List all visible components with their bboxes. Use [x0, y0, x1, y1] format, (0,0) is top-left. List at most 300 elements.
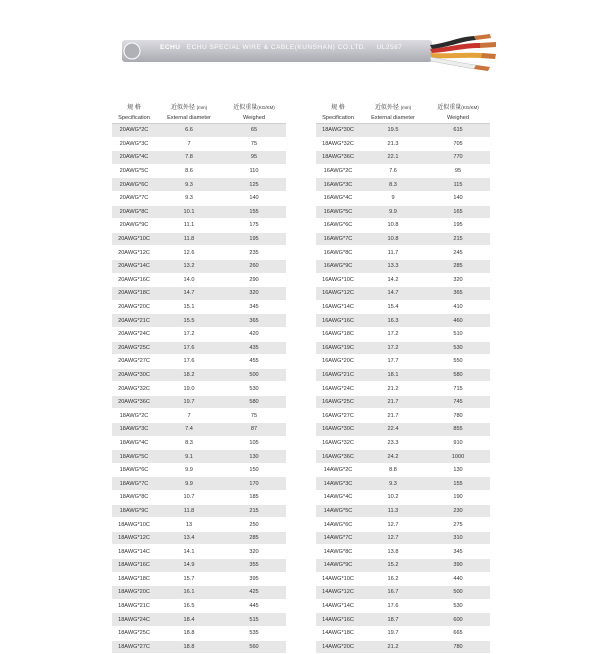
table-row — [316, 232, 490, 246]
diameter-cell: 7.6 — [360, 164, 426, 178]
weight-cell: 155 — [222, 205, 286, 219]
table-row — [316, 246, 490, 260]
spec-cell: 16AWG*32C — [316, 436, 360, 450]
table-row — [316, 599, 490, 613]
diameter-cell: 15.5 — [156, 314, 222, 328]
table-row — [112, 626, 286, 640]
spec-cell: 16AWG*6C — [316, 219, 360, 233]
spec-cell: 20AWG*10C — [112, 232, 156, 246]
table-row — [316, 586, 490, 600]
diameter-cell: 9.9 — [156, 463, 222, 477]
weight-cell: 365 — [426, 287, 490, 301]
diameter-cell: 17.2 — [360, 327, 426, 341]
diameter-cell: 17.6 — [156, 355, 222, 369]
diameter-cell: 7 — [156, 137, 222, 151]
spec-cell: 18AWG*2C — [112, 409, 156, 423]
spec-cell: 20AWG*8C — [112, 205, 156, 219]
weight-cell: 535 — [222, 626, 286, 640]
weight-cell: 195 — [222, 232, 286, 246]
table-row — [112, 423, 286, 437]
diameter-cell: 21.7 — [360, 409, 426, 423]
spec-cell: 18AWG*7C — [112, 477, 156, 491]
weight-cell: 420 — [222, 327, 286, 341]
spec-cell: 20AWG*7C — [112, 191, 156, 205]
header-spec-cn: 规 格 — [127, 105, 141, 111]
table-row — [316, 368, 490, 382]
diameter-cell: 16.1 — [156, 586, 222, 600]
diameter-cell: 18.7 — [360, 613, 426, 627]
spec-cell: 18AWG*30C — [316, 124, 360, 138]
echu-logo-icon — [124, 43, 140, 59]
diameter-cell: 7.8 — [156, 151, 222, 165]
table-row — [316, 164, 490, 178]
weight-cell: 600 — [426, 613, 490, 627]
diameter-cell: 19.5 — [360, 124, 426, 138]
weight-cell: 310 — [426, 531, 490, 545]
spec-table-left-body — [112, 124, 286, 654]
diameter-cell: 19.0 — [156, 382, 222, 396]
spec-cell: 14AWG*16C — [316, 613, 360, 627]
spec-cell: 16AWG*12C — [316, 287, 360, 301]
weight-cell: 320 — [426, 273, 490, 287]
table-row — [316, 613, 490, 627]
table-row — [316, 436, 490, 450]
diameter-cell: 18.2 — [156, 368, 222, 382]
weight-cell: 165 — [426, 205, 490, 219]
spec-cell: 18AWG*18C — [112, 572, 156, 586]
table-row — [316, 341, 490, 355]
spec-cell: 20AWG*25C — [112, 341, 156, 355]
weight-cell: 250 — [222, 518, 286, 532]
spec-cell: 20AWG*24C — [112, 327, 156, 341]
diameter-cell: 8.6 — [156, 164, 222, 178]
diameter-cell: 12.7 — [360, 531, 426, 545]
weight-cell: 75 — [222, 409, 286, 423]
diameter-cell: 16.3 — [360, 314, 426, 328]
header-diameter-cn: 近似外径 (mm) — [170, 105, 208, 111]
table-row — [112, 232, 286, 246]
table-row — [316, 137, 490, 151]
table-row — [316, 477, 490, 491]
table-row — [316, 504, 490, 518]
spec-cell: 18AWG*20C — [112, 586, 156, 600]
spec-cell: 16AWG*8C — [316, 246, 360, 260]
table-row — [316, 382, 490, 396]
spec-cell: 16AWG*21C — [316, 368, 360, 382]
weight-cell: 560 — [222, 640, 286, 654]
weight-cell: 855 — [426, 423, 490, 437]
table-row — [112, 219, 286, 233]
diameter-cell: 22.4 — [360, 423, 426, 437]
diameter-cell: 11.8 — [156, 504, 222, 518]
diameter-cell: 11.3 — [360, 504, 426, 518]
spec-cell: 20AWG*6C — [112, 178, 156, 192]
spec-cell: 16AWG*16C — [316, 314, 360, 328]
diameter-cell: 10.8 — [360, 219, 426, 233]
weight-cell: 665 — [426, 626, 490, 640]
table-row — [316, 151, 490, 165]
table-row — [316, 463, 490, 477]
weight-cell: 115 — [426, 178, 490, 192]
cable-print-brand: ECHU — [160, 44, 181, 51]
table-row — [112, 491, 286, 505]
weight-cell: 770 — [426, 151, 490, 165]
diameter-cell: 19.7 — [156, 395, 222, 409]
weight-cell: 580 — [222, 395, 286, 409]
orange-core — [430, 53, 482, 59]
diameter-cell: 10.1 — [156, 205, 222, 219]
header-diameter-en: External diameter — [360, 112, 426, 124]
diameter-cell: 11.1 — [156, 219, 222, 233]
table-row — [112, 395, 286, 409]
table-row — [112, 164, 286, 178]
weight-cell: 125 — [222, 178, 286, 192]
spec-cell: 20AWG*36C — [112, 395, 156, 409]
table-row — [112, 572, 286, 586]
table-row — [112, 477, 286, 491]
spec-cell: 16AWG*7C — [316, 232, 360, 246]
table-row — [112, 151, 286, 165]
table-row — [112, 518, 286, 532]
weight-cell: 355 — [222, 559, 286, 573]
spec-cell: 16AWG*36C — [316, 450, 360, 464]
diameter-cell: 9.9 — [156, 477, 222, 491]
spec-cell: 20AWG*18C — [112, 287, 156, 301]
spec-cell: 14AWG*6C — [316, 518, 360, 532]
table-row — [112, 450, 286, 464]
weight-cell: 130 — [426, 463, 490, 477]
spec-cell: 14AWG*5C — [316, 504, 360, 518]
table-row — [112, 205, 286, 219]
table-row — [112, 191, 286, 205]
diameter-cell: 18.1 — [360, 368, 426, 382]
weight-cell: 530 — [222, 382, 286, 396]
weight-cell: 550 — [426, 355, 490, 369]
table-row — [316, 572, 490, 586]
diameter-cell: 14.2 — [360, 273, 426, 287]
weight-cell: 185 — [222, 491, 286, 505]
spec-cell: 20AWG*12C — [112, 246, 156, 260]
diameter-cell: 10.7 — [156, 491, 222, 505]
spec-cell: 16AWG*4C — [316, 191, 360, 205]
diameter-cell: 13 — [156, 518, 222, 532]
spec-cell: 20AWG*14C — [112, 259, 156, 273]
spec-cell: 20AWG*30C — [112, 368, 156, 382]
weight-cell: 275 — [426, 518, 490, 532]
table-row — [112, 259, 286, 273]
diameter-cell: 12.6 — [156, 246, 222, 260]
diameter-cell: 15.2 — [360, 559, 426, 573]
spec-cell: 18AWG*9C — [112, 504, 156, 518]
table-row — [112, 640, 286, 654]
spec-cell: 14AWG*9C — [316, 559, 360, 573]
spec-cell: 20AWG*3C — [112, 137, 156, 151]
diameter-cell: 9.3 — [360, 477, 426, 491]
spec-cell: 16AWG*30C — [316, 423, 360, 437]
diameter-cell: 18.8 — [156, 626, 222, 640]
diameter-cell: 17.6 — [360, 599, 426, 613]
spec-cell: 16AWG*5C — [316, 205, 360, 219]
spec-cell: 18AWG*36C — [316, 151, 360, 165]
table-row — [112, 178, 286, 192]
diameter-cell: 21.3 — [360, 137, 426, 151]
weight-cell: 530 — [426, 341, 490, 355]
weight-cell: 95 — [426, 164, 490, 178]
weight-cell: 245 — [426, 246, 490, 260]
weight-cell: 95 — [222, 151, 286, 165]
spec-cell: 14AWG*8C — [316, 545, 360, 559]
table-row — [316, 626, 490, 640]
spec-cell: 18AWG*5C — [112, 450, 156, 464]
spec-cell: 20AWG*27C — [112, 355, 156, 369]
spec-table-left — [112, 101, 286, 654]
spec-cell: 20AWG*32C — [112, 382, 156, 396]
table-row — [316, 273, 490, 287]
spec-cell: 20AWG*4C — [112, 151, 156, 165]
diameter-cell: 16.2 — [360, 572, 426, 586]
header-diameter-en: External diameter — [156, 112, 222, 124]
table-row — [316, 178, 490, 192]
weight-cell: 510 — [426, 327, 490, 341]
weight-cell: 705 — [426, 137, 490, 151]
weight-cell: 285 — [426, 259, 490, 273]
weight-cell: 500 — [426, 586, 490, 600]
weight-cell: 780 — [426, 640, 490, 654]
weight-cell: 445 — [222, 599, 286, 613]
weight-cell: 170 — [222, 477, 286, 491]
spec-cell: 16AWG*24C — [316, 382, 360, 396]
table-row — [112, 124, 286, 138]
diameter-cell: 17.2 — [156, 327, 222, 341]
weight-cell: 230 — [426, 504, 490, 518]
weight-cell: 745 — [426, 395, 490, 409]
table-row — [316, 423, 490, 437]
weight-cell: 290 — [222, 273, 286, 287]
weight-cell: 320 — [222, 287, 286, 301]
table-row — [316, 640, 490, 654]
diameter-cell: 18.4 — [156, 613, 222, 627]
diameter-cell: 8.3 — [360, 178, 426, 192]
spec-cell: 16AWG*14C — [316, 300, 360, 314]
weight-cell: 1000 — [426, 450, 490, 464]
header-weight-cn: 近似重量(KG/KM) — [233, 105, 275, 111]
diameter-cell: 14.7 — [156, 287, 222, 301]
diameter-cell: 9.9 — [360, 205, 426, 219]
table-row — [316, 395, 490, 409]
header-spec-en: Specification — [316, 112, 360, 124]
weight-cell: 390 — [426, 559, 490, 573]
header-spec-en: Specification — [112, 112, 156, 124]
weight-cell: 425 — [222, 586, 286, 600]
table-row — [112, 368, 286, 382]
table-row — [316, 545, 490, 559]
diameter-cell: 17.7 — [360, 355, 426, 369]
diameter-cell: 9.3 — [156, 191, 222, 205]
cable-illustration — [118, 33, 498, 71]
weight-cell: 285 — [222, 531, 286, 545]
spec-cell: 16AWG*10C — [316, 273, 360, 287]
table-row — [316, 409, 490, 423]
spec-cell: 16AWG*19C — [316, 341, 360, 355]
diameter-cell: 15.7 — [156, 572, 222, 586]
table-row — [316, 450, 490, 464]
weight-cell: 460 — [426, 314, 490, 328]
weight-cell: 440 — [426, 572, 490, 586]
table-row — [316, 287, 490, 301]
weight-cell: 130 — [222, 450, 286, 464]
table-row — [316, 355, 490, 369]
table-row — [316, 518, 490, 532]
spec-cell: 16AWG*20C — [316, 355, 360, 369]
header-diameter-cn: 近似外径 (mm) — [374, 105, 412, 111]
table-row — [112, 355, 286, 369]
spec-cell: 14AWG*7C — [316, 531, 360, 545]
diameter-cell: 6.6 — [156, 124, 222, 138]
table-row — [112, 545, 286, 559]
spec-cell: 18AWG*8C — [112, 491, 156, 505]
weight-cell: 75 — [222, 137, 286, 151]
table-row — [112, 504, 286, 518]
spec-cell: 20AWG*2C — [112, 124, 156, 138]
diameter-cell: 14.9 — [156, 559, 222, 573]
table-row — [316, 559, 490, 573]
spec-cell: 16AWG*25C — [316, 395, 360, 409]
spec-cell: 16AWG*27C — [316, 409, 360, 423]
spec-cell: 14AWG*2C — [316, 463, 360, 477]
diameter-cell: 13.4 — [156, 531, 222, 545]
cable-print-company: ECHU SPECIAL WIRE & CABLE(KUNSHAN) CO.LTD. — [186, 44, 367, 51]
header-spec-cn: 规 格 — [331, 105, 345, 111]
table-row — [112, 586, 286, 600]
diameter-cell: 15.4 — [360, 300, 426, 314]
table-row — [112, 273, 286, 287]
table-row — [112, 559, 286, 573]
diameter-cell: 14.1 — [156, 545, 222, 559]
spec-cell: 14AWG*4C — [316, 491, 360, 505]
diameter-cell: 7.4 — [156, 423, 222, 437]
diameter-cell: 9.1 — [156, 450, 222, 464]
weight-cell: 110 — [222, 164, 286, 178]
spec-cell: 18AWG*24C — [112, 613, 156, 627]
diameter-cell: 14.7 — [360, 287, 426, 301]
weight-cell: 260 — [222, 259, 286, 273]
weight-cell: 780 — [426, 409, 490, 423]
diameter-cell: 18.8 — [156, 640, 222, 654]
diameter-cell: 11.8 — [156, 232, 222, 246]
weight-cell: 530 — [426, 599, 490, 613]
spec-cell: 20AWG*5C — [112, 164, 156, 178]
white-core — [430, 57, 476, 69]
spec-table-right-body — [316, 124, 490, 654]
diameter-cell: 21.2 — [360, 640, 426, 654]
cable-print-standard: UL2587 — [376, 44, 403, 51]
table-row — [112, 599, 286, 613]
weight-cell: 155 — [426, 477, 490, 491]
table-row — [112, 409, 286, 423]
table-row — [112, 436, 286, 450]
weight-cell: 320 — [222, 545, 286, 559]
weight-cell: 235 — [222, 246, 286, 260]
weight-cell: 87 — [222, 423, 286, 437]
header-weight-en: Weighed — [222, 112, 286, 124]
spec-cell: 18AWG*16C — [112, 559, 156, 573]
table-row — [112, 246, 286, 260]
table-row — [112, 314, 286, 328]
table-row — [112, 327, 286, 341]
diameter-cell: 8.8 — [360, 463, 426, 477]
weight-cell: 345 — [222, 300, 286, 314]
diameter-cell: 19.7 — [360, 626, 426, 640]
diameter-cell: 17.2 — [360, 341, 426, 355]
diameter-cell: 11.7 — [360, 246, 426, 260]
spec-cell: 14AWG*3C — [316, 477, 360, 491]
diameter-cell: 12.7 — [360, 518, 426, 532]
table-row — [316, 259, 490, 273]
spec-cell: 18AWG*21C — [112, 599, 156, 613]
spec-cell: 20AWG*16C — [112, 273, 156, 287]
diameter-cell: 8.3 — [156, 436, 222, 450]
spec-cell: 18AWG*4C — [112, 436, 156, 450]
table-row — [112, 300, 286, 314]
table-row — [112, 382, 286, 396]
weight-cell: 715 — [426, 382, 490, 396]
header-weight-cn: 近似重量(KG/KM) — [437, 105, 479, 111]
diameter-cell: 10.8 — [360, 232, 426, 246]
table-row — [316, 314, 490, 328]
spec-cell: 14AWG*18C — [316, 626, 360, 640]
table-row — [316, 124, 490, 138]
diameter-cell: 15.1 — [156, 300, 222, 314]
table-row — [112, 613, 286, 627]
diameter-cell: 17.6 — [156, 341, 222, 355]
diameter-cell: 16.5 — [156, 599, 222, 613]
weight-cell: 150 — [222, 463, 286, 477]
diameter-cell: 9 — [360, 191, 426, 205]
weight-cell: 215 — [222, 504, 286, 518]
table-row — [112, 137, 286, 151]
spec-cell: 16AWG*3C — [316, 178, 360, 192]
spec-cell: 18AWG*14C — [112, 545, 156, 559]
diameter-cell: 13.8 — [360, 545, 426, 559]
spec-cell: 20AWG*9C — [112, 219, 156, 233]
diameter-cell: 21.2 — [360, 382, 426, 396]
spec-cell: 20AWG*20C — [112, 300, 156, 314]
spec-cell: 20AWG*21C — [112, 314, 156, 328]
table-row — [316, 300, 490, 314]
weight-cell: 580 — [426, 368, 490, 382]
diameter-cell: 10.2 — [360, 491, 426, 505]
weight-cell: 65 — [222, 124, 286, 138]
weight-cell: 140 — [222, 191, 286, 205]
diameter-cell: 13.2 — [156, 259, 222, 273]
spec-cell: 14AWG*12C — [316, 586, 360, 600]
weight-cell: 910 — [426, 436, 490, 450]
spec-cell: 16AWG*2C — [316, 164, 360, 178]
spec-cell: 14AWG*14C — [316, 599, 360, 613]
weight-cell: 410 — [426, 300, 490, 314]
spec-cell: 18AWG*10C — [112, 518, 156, 532]
weight-cell: 435 — [222, 341, 286, 355]
spec-cell: 14AWG*10C — [316, 572, 360, 586]
header-weight-en: Weighed — [426, 112, 490, 124]
table-row — [112, 463, 286, 477]
table-row — [316, 531, 490, 545]
spec-table-right — [316, 101, 490, 654]
weight-cell: 515 — [222, 613, 286, 627]
table-row — [112, 531, 286, 545]
table-row — [316, 191, 490, 205]
cable-print — [160, 44, 402, 51]
